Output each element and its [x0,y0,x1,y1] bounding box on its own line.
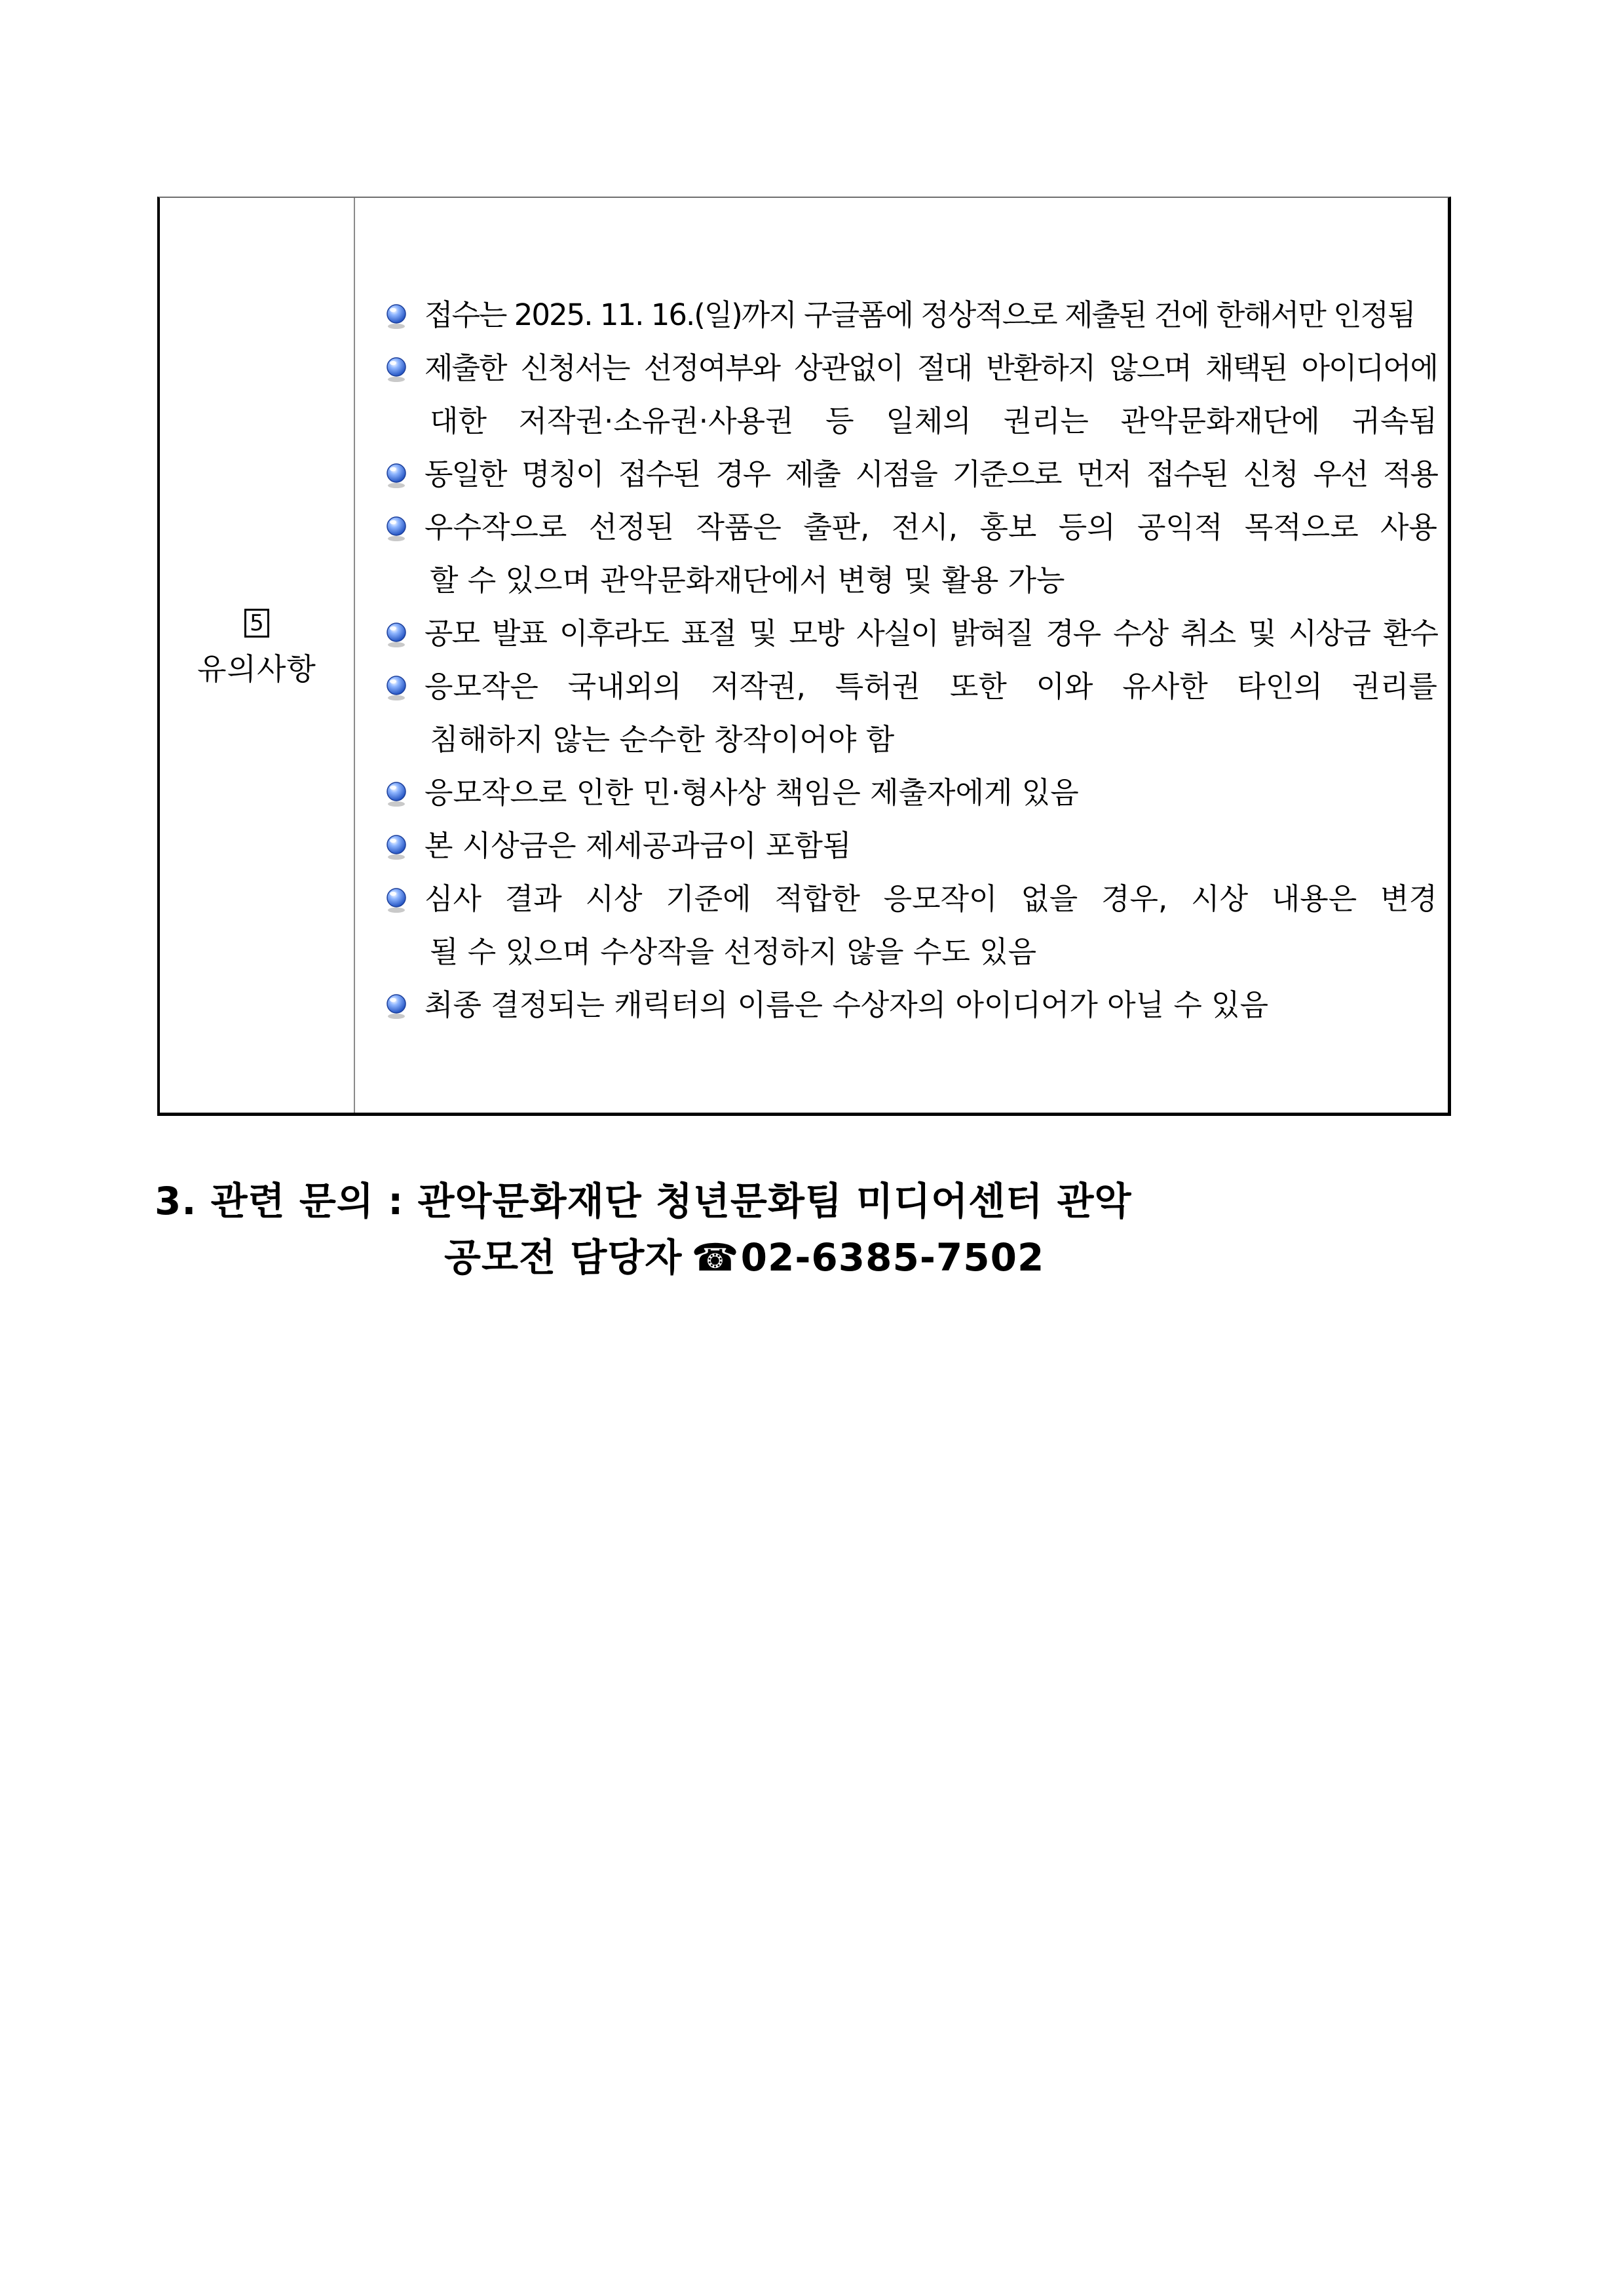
notice-item-line: 본 시상금은 제세공과금이 포함됨 [425,828,852,863]
notice-item [385,448,1437,501]
notice-item [385,607,1437,660]
sphere-bullet-icon [385,622,407,648]
notice-item-line: 대한 저작권·소유권·사용권 등 일체의 권리는 관악문화재단에 귀속됨 [430,404,1437,438]
notice-item [385,978,1437,1031]
inquiry-heading: 3. 관련 문의 : 관악문화재단 청년문화팀 미디어센터 관악 [155,1179,1132,1223]
notice-list [385,288,1437,1031]
notice-item [385,501,1437,607]
sphere-bullet-icon [385,675,407,701]
sphere-bullet-icon [385,356,407,383]
notice-item [385,288,1437,341]
sphere-bullet-icon [385,887,407,913]
notice-item [385,872,1437,978]
notice-item-line: 응모작으로 인한 민·형사상 책임은 제출자에게 있음 [425,775,1079,810]
notice-item-line: 우수작으로 선정된 작품은 출판, 전시, 홍보 등의 공익적 목적으로 사용 [425,510,1437,545]
inquiry-phone-number: 02-6385-7502 [740,1235,1045,1280]
sphere-bullet-icon [385,303,407,330]
notice-item-line: 침해하지 않는 순수한 창작이어야 함 [430,722,895,757]
notice-item-line: 제출한 신청서는 선정여부와 상관없이 절대 반환하지 않으며 채택된 아이디어에 [425,351,1437,385]
notice-label: 유의사항 [197,651,316,687]
section-number-box: 5 [244,609,269,638]
inquiry-contact [155,1229,1132,1286]
sphere-bullet-icon [385,463,407,489]
notice-item-line: 될 수 있으며 수상작을 선정하지 않을 수도 있음 [430,934,1037,969]
notice-item-line: 최종 결정되는 캐릭터의 이름은 수상자의 아이디어가 아닐 수 있음 [425,987,1269,1022]
notice-item-line: 할 수 있으며 관악문화재단에서 변형 및 활용 가능 [430,563,1065,598]
notice-content-cell [355,198,1448,1113]
notice-item-line: 접수는 2025. 11. 16.(일)까지 구글폼에 정상적으로 제출된 건에 한해서만 인정됨 [425,297,1415,332]
notice-item-line: 응모작은 국내외의 저작권, 특허권 또한 이와 유사한 타인의 권리를 [425,669,1437,704]
sphere-bullet-icon [385,993,407,1020]
inquiry-contact-label: 공모전 담당자 [444,1235,683,1280]
sphere-bullet-icon [385,516,407,542]
notice-item [385,660,1437,766]
notice-item [385,819,1437,872]
phone-icon: ☎ [691,1235,740,1280]
notice-item-line: 동일한 명칭이 접수된 경우 제출 시점을 기준으로 먼저 접수된 신청 우선 적용 [425,457,1437,491]
notice-item-line: 공모 발표 이후라도 표절 및 모방 사실이 밝혀질 경우 수상 취소 및 시상금 환수 [425,616,1437,651]
notice-table [157,197,1451,1116]
notice-item [385,341,1437,448]
notice-item [385,766,1437,819]
sphere-bullet-icon [385,834,407,860]
inquiry-section [155,1173,1132,1286]
notice-label-cell [160,198,355,1113]
notice-item-line: 심사 결과 시상 기준에 적합한 응모작이 없을 경우, 시상 내용은 변경 [425,881,1437,916]
sphere-bullet-icon [385,781,407,807]
